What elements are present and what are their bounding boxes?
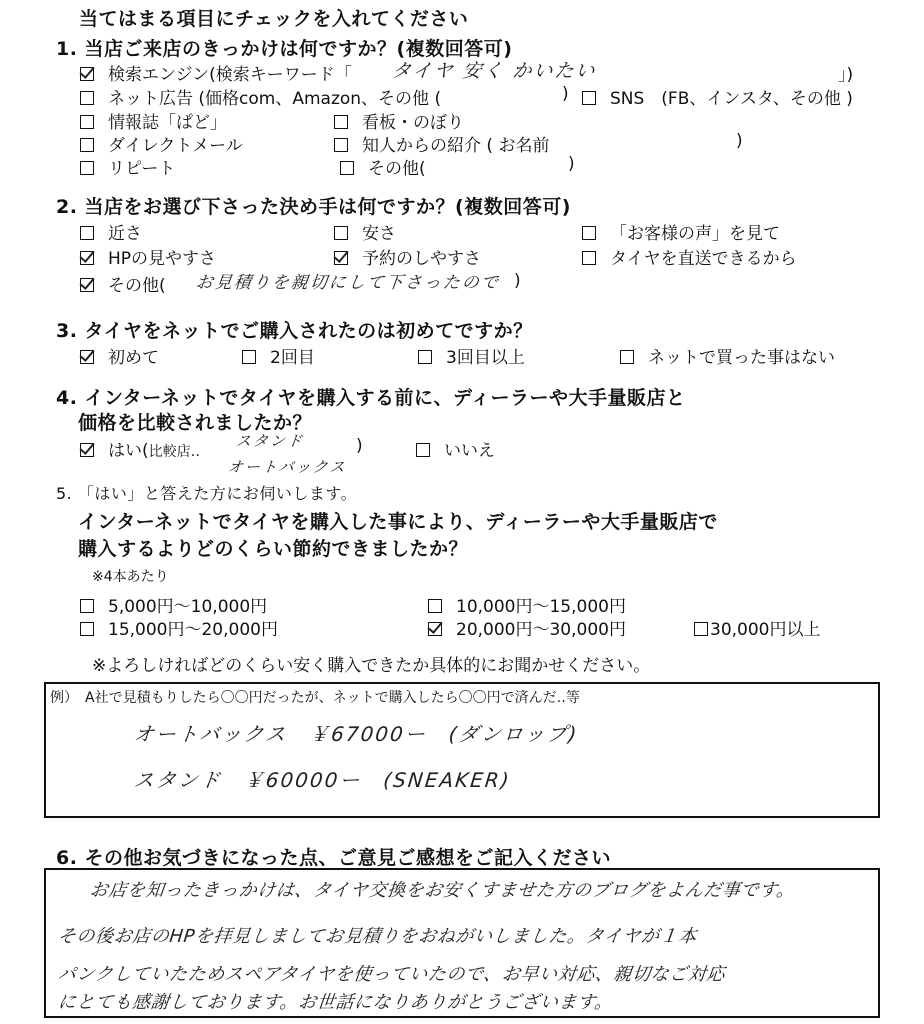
checkbox-checked[interactable] xyxy=(334,251,348,265)
q1-referral-close: ) xyxy=(736,131,743,151)
q1-search-close: 」) xyxy=(838,65,854,85)
checkbox-checked[interactable] xyxy=(428,622,442,636)
q1-title: 1. 当店ご来店のきっかけは何ですか？(複数回答可) xyxy=(56,38,513,60)
checkbox[interactable] xyxy=(80,161,94,175)
q3-third-option[interactable]: 3回目以上 xyxy=(418,343,525,368)
q1-other-close: ) xyxy=(568,154,575,174)
checkbox[interactable] xyxy=(80,91,94,105)
q4-title-line1: 4. インターネットでタイヤを購入する前に、ディーラーや大手量販店と xyxy=(56,387,686,409)
q2-near-option[interactable]: 近さ xyxy=(80,219,142,244)
checkbox[interactable] xyxy=(416,443,430,457)
form-title: 当てはまる項目にチェックを入れてください xyxy=(79,8,469,30)
q1-other-option[interactable]: その他( xyxy=(340,154,426,179)
checkbox-checked[interactable] xyxy=(80,350,94,364)
checkbox[interactable] xyxy=(334,115,348,129)
q5-title: 5. 「はい」と答えた方にお伺いします。 xyxy=(56,484,358,503)
checkbox[interactable] xyxy=(428,599,442,613)
q5-request: ※よろしければどのくらい安く購入できたか具体的にお聞かせください。 xyxy=(92,656,651,676)
q5-example: 例） A社で見積もりしたら〇〇円だったが、ネットで購入したら〇〇円で済んだ‥等 xyxy=(50,690,580,706)
q1-repeat-option[interactable]: リピート xyxy=(80,154,175,179)
q2-voice-option[interactable]: 「お客様の声」を見て xyxy=(582,219,780,244)
q1-search-handwritten: タイヤ 安く かいたい xyxy=(390,60,598,82)
checkbox[interactable] xyxy=(80,622,94,636)
q4-yes-close: ) xyxy=(356,436,363,456)
q3-never-option[interactable]: ネットで買った事はない xyxy=(620,343,835,368)
checkbox[interactable] xyxy=(80,599,94,613)
q5-range2-option[interactable]: 10,000円～15,000円 xyxy=(428,592,626,617)
q6-title: 6. その他お気づきになった点、ご意見ご感想をご記入ください xyxy=(56,847,612,869)
checkbox[interactable] xyxy=(334,226,348,240)
q1-ad-option[interactable]: ネット広告 (価格com、Amazon、その他 ( xyxy=(80,84,441,109)
q5-range4-option[interactable]: 20,000円～30,000円 xyxy=(428,615,626,640)
checkbox[interactable] xyxy=(582,91,596,105)
q5-range5-option[interactable]: 30,000円以上 xyxy=(694,615,820,640)
checkbox[interactable] xyxy=(582,226,596,240)
checkbox[interactable] xyxy=(418,350,432,364)
q6-comment-line1: お店を知ったきっかけは、タイヤ交換をお安くすませた方のブログをよんだ事です。 xyxy=(88,880,796,901)
q6-comment-line4: にとても感謝しております。お世話になりありがとうございます。 xyxy=(56,992,615,1013)
checkbox[interactable] xyxy=(694,622,708,636)
q5-range3-option[interactable]: 15,000円～20,000円 xyxy=(80,615,278,640)
checkbox[interactable] xyxy=(80,138,94,152)
checkbox-checked[interactable] xyxy=(80,251,94,265)
q3-title: 3. タイヤをネットでご購入されたのは初めてですか？ xyxy=(56,320,533,342)
q5-answer-line2: スタンド ￥60000ー (SNEAKER) xyxy=(132,768,512,792)
q1-search-option[interactable]: 検索エンジン(検索キーワード「 xyxy=(80,60,352,85)
q4-handwritten-store2: オートバックス xyxy=(227,458,348,476)
q5-line3: 購入するよりどのくらい節約できましたか？ xyxy=(78,538,469,560)
checkbox-checked[interactable] xyxy=(80,67,94,81)
q2-direct-option[interactable]: タイヤを直送できるから xyxy=(582,244,797,269)
checkbox[interactable] xyxy=(340,161,354,175)
q2-other-close: ) xyxy=(514,271,521,291)
q3-second-option[interactable]: 2回目 xyxy=(242,343,315,368)
q2-other-option[interactable]: その他( xyxy=(80,271,166,296)
q2-cheap-option[interactable]: 安さ xyxy=(334,219,396,244)
checkbox-checked[interactable] xyxy=(80,278,94,292)
checkbox-checked[interactable] xyxy=(80,443,94,457)
checkbox[interactable] xyxy=(80,115,94,129)
q4-no-option[interactable]: いいえ xyxy=(416,436,495,461)
q5-range1-option[interactable]: 5,000円～10,000円 xyxy=(80,592,267,617)
checkbox[interactable] xyxy=(80,226,94,240)
checkbox[interactable] xyxy=(334,138,348,152)
q2-booking-option[interactable]: 予約のしやすさ xyxy=(334,244,481,269)
q5-note: ※4本あたり xyxy=(92,569,169,585)
q6-comment-line3: パンクしていたためスペアタイヤを使っていたので、お早い対応、親切なご対応 xyxy=(56,964,727,985)
q1-signboard-option[interactable]: 看板・のぼり xyxy=(334,108,464,133)
q1-referral-option[interactable]: 知人からの紹介 ( お名前 xyxy=(334,131,549,156)
q1-sns-option[interactable]: SNS (FB、インスタ、その他 ) xyxy=(582,84,853,109)
checkbox[interactable] xyxy=(242,350,256,364)
checkbox[interactable] xyxy=(582,251,596,265)
q5-answer-line1: オートバックス ￥67000ー (ダンロップ) xyxy=(132,722,580,746)
q6-comment-line2: その後お店のHPを拝見しましてお見積りをおねがいしました。タイヤが１本 xyxy=(56,926,698,947)
q5-line2: インターネットでタイヤを購入した事により、ディーラーや大手量販店で xyxy=(78,511,718,533)
q1-ad-close: ) xyxy=(562,84,569,104)
q3-first-option[interactable]: 初めて xyxy=(80,343,159,368)
q4-yes-option[interactable]: はい(比較店‥ xyxy=(80,436,200,461)
q1-dm-option[interactable]: ダイレクトメール xyxy=(80,131,243,156)
q1-magazine-option[interactable]: 情報誌「ぱど」 xyxy=(80,108,227,133)
q2-title: 2. 当店をお選び下さった決め手は何ですか？(複数回答可) xyxy=(56,196,571,218)
checkbox[interactable] xyxy=(620,350,634,364)
q4-handwritten-store1: スタンド xyxy=(235,432,305,450)
q2-other-handwritten: お見積りを親切にして下さったので xyxy=(194,273,501,293)
q2-hp-option[interactable]: HPの見やすさ xyxy=(80,244,216,269)
q4-title-line2: 価格を比較されましたか？ xyxy=(78,412,313,434)
